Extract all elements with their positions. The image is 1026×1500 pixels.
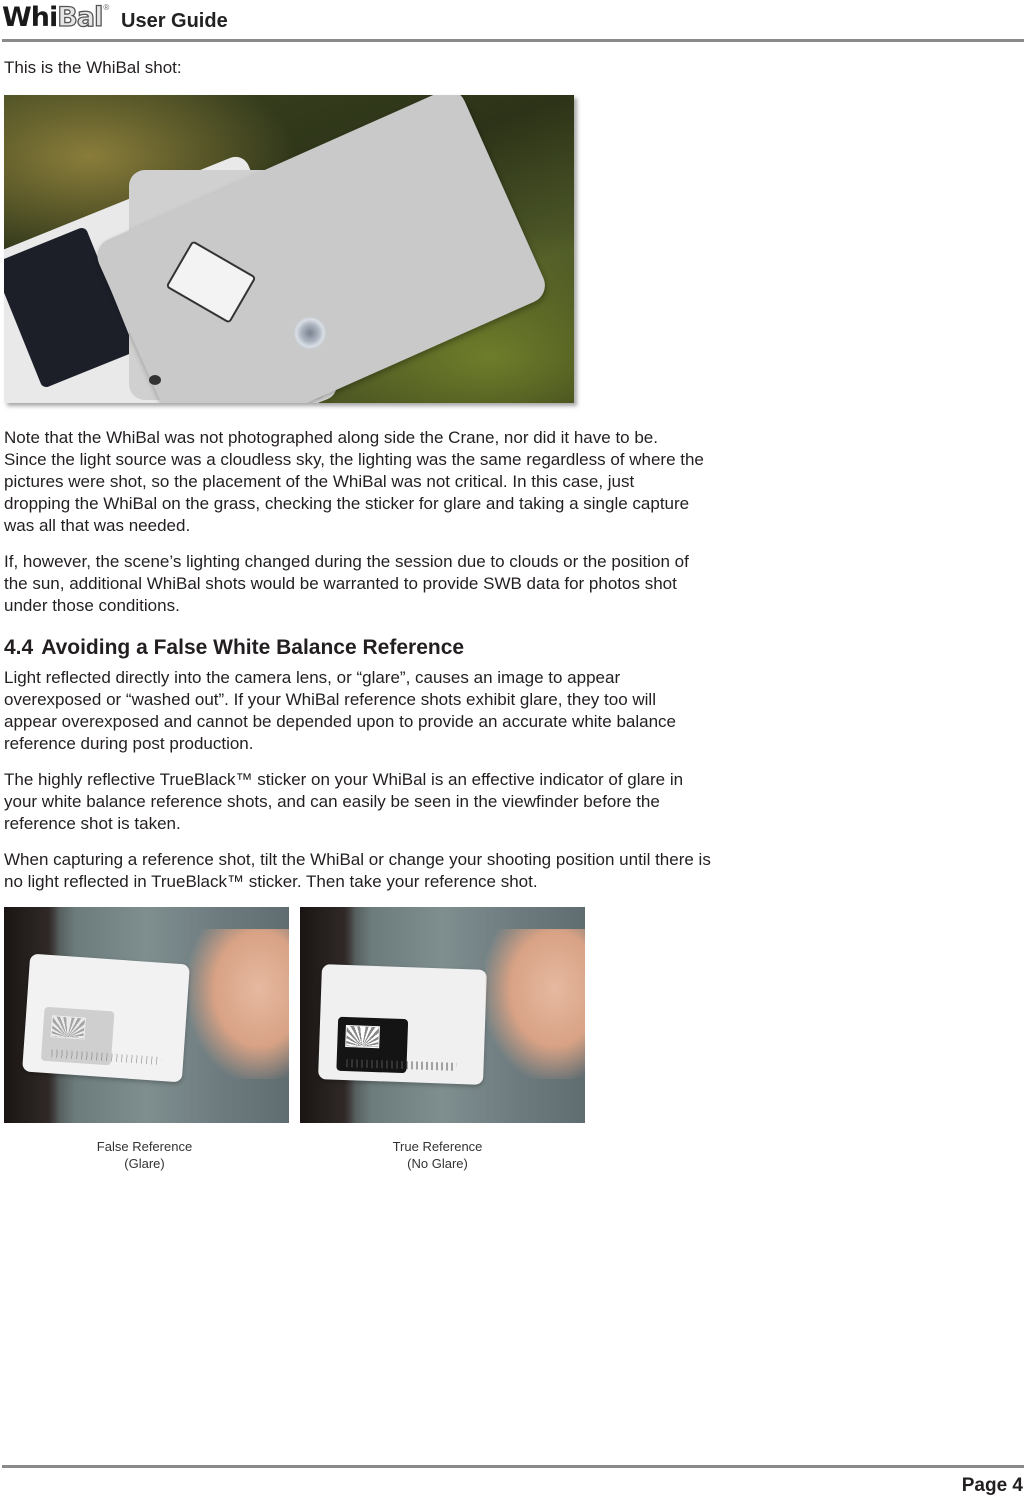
caption-line2: (Glare) xyxy=(124,1156,165,1171)
document-title: User Guide xyxy=(121,10,228,32)
true-reference-caption xyxy=(295,1138,580,1172)
trueblack-sticker-glare xyxy=(41,1007,115,1066)
section-heading xyxy=(4,635,464,661)
false-reference-photo xyxy=(4,907,289,1123)
header-divider xyxy=(2,39,1024,42)
paragraph-trueblack: The highly reflective TrueBlack™ sticker on your WhiBal is an effective indicator of glare in your white balance reference shots, and can easily be seen in the viewfinder before the reference shot is taken. xyxy=(4,770,684,833)
card-hole xyxy=(149,375,161,385)
reference-card xyxy=(22,954,190,1083)
paragraph-capture-tip: When capturing a reference shot, tilt the WhiBal or change your shooting position until there is no light reflected in TrueBlack™ sticker. Then take your reference shot. xyxy=(4,850,711,891)
logo-whi-text: Whi xyxy=(2,2,58,33)
page-header xyxy=(0,0,1026,44)
logo-bal-text: Bal xyxy=(57,2,103,33)
starburst-pattern xyxy=(51,1015,86,1039)
hand xyxy=(189,929,289,1079)
reference-card xyxy=(318,964,487,1085)
paragraph-placement: Note that the WhiBal was not photographed along side the Crane, nor did it have to be. Since the light source was a cloudless sky, the lighting was the same regardless of where the pictures were shot, so the placement of the WhiBal was not critical. In this case, just dropping the WhiBal on the grass, checking the sticker for glare and taking a single capture was all that was needed. xyxy=(4,428,704,535)
grommet xyxy=(294,317,326,349)
intro-text: This is the WhiBal shot: xyxy=(4,58,182,77)
paragraph-glare: Light reflected directly into the camera lens, or “glare”, causes an image to appear overexposed or “washed out”. If your WhiBal reference shots exhibit glare, they too will appear overexposed and cannot be depended upon to provide an accurate white balance reference during post production. xyxy=(4,668,677,753)
whibal-shot-photo xyxy=(4,95,574,403)
whibal-card xyxy=(92,95,551,403)
section-number: 4.4 xyxy=(4,636,34,659)
caption-line1: True Reference xyxy=(392,1139,483,1154)
caption-line1: False Reference xyxy=(96,1139,193,1154)
footer-divider xyxy=(2,1465,1024,1468)
starburst-pattern xyxy=(345,1025,380,1048)
ruler-scale xyxy=(346,1059,456,1071)
true-reference-photo xyxy=(300,907,585,1123)
page-number: Page 4 xyxy=(961,1475,1023,1496)
whibal-logo xyxy=(2,2,109,32)
section-title: Avoiding a False White Balance Reference xyxy=(41,636,465,659)
false-reference-caption xyxy=(2,1138,287,1172)
caption-line2: (No Glare) xyxy=(407,1156,468,1171)
ruler-scale xyxy=(51,1049,161,1065)
trueblack-sticker xyxy=(336,1017,408,1073)
registered-mark: ® xyxy=(103,3,110,12)
hand xyxy=(485,929,585,1079)
paragraph-lighting-change: If, however, the scene’s lighting changed during the session due to clouds or the position of the sun, additional WhiBal shots would be warranted to provide SWB data for photos shot under those conditions. xyxy=(4,552,689,615)
